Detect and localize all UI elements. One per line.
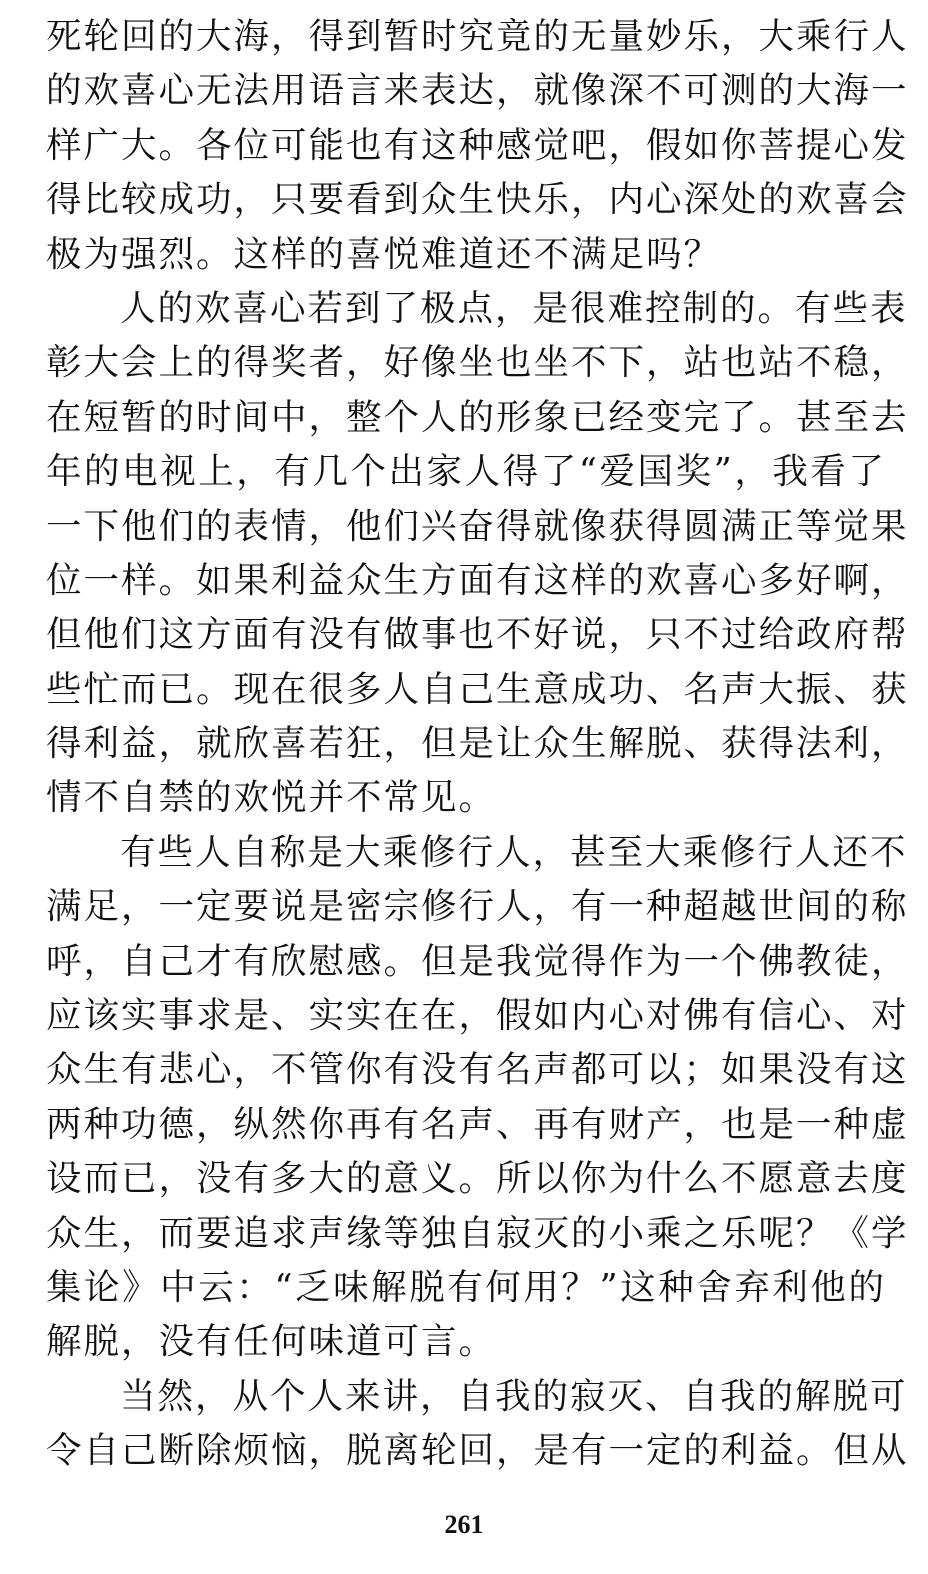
text-line: 令自己断除烦恼，脱离轮回，是有一定的利益。但从 [46,1430,909,1472]
paragraph [46,826,909,1370]
text-line: 极为强烈。这样的喜悦难道还不满足吗？ [46,233,722,275]
text-line: 死轮回的大海，得到暂时究竟的无量妙乐，大乘行人 [46,16,909,57]
text-line: 集论》中云：“乏味解脱有何用？”这种舍弃利他的 [46,1266,886,1308]
paragraph [46,10,909,282]
page-number: 261 [444,1510,484,1539]
text-line: 些忙而已。现在很多人自己生意成功、名声大振、获 [46,668,909,710]
text-line: 的欢喜心无法用语言来表达，就像深不可测的大海一 [46,70,909,112]
text-line: 年的电视上，有几个出家人得了“爱国奖”，我看了 [46,451,886,493]
text-line: 呼，自己才有欣慰感。但是我觉得作为一个佛教徒， [46,940,909,982]
text-line: 得比较成功，只要看到众生快乐，内心深处的欢喜会 [46,179,909,221]
text-line: 众生，而要追求声缘等独自寂灭的小乘之乐呢？《学 [46,1212,909,1254]
paragraph [46,1370,909,1479]
text-line: 设而已，没有多大的意义。所以你为什么不愿意去度 [46,1158,909,1200]
text-line: 位一样。如果利益众生方面有这样的欢喜心多好啊， [46,559,909,601]
text-line: 情不自禁的欢悦并不常见。 [46,777,497,819]
text-line: 众生有悲心，不管你有没有名声都可以；如果没有这 [46,1049,909,1091]
text-line: 得利益，就欣喜若狂，但是让众生解脱、获得法利， [46,723,909,765]
text-line: 应该实事求是、实实在在，假如内心对佛有信心、对 [46,995,909,1037]
text-line: 满足，一定要说是密宗修行人，有一种超越世间的称 [46,886,909,928]
text-line: 有些人自称是大乘修行人，甚至大乘修行人还不 [120,831,908,873]
text-line: 解脱，没有任何味道可言。 [46,1321,497,1363]
text-line: 两种功德，纵然你再有名声、再有财产，也是一种虚 [46,1103,909,1145]
paragraph [46,282,909,826]
text-line: 人的欢喜心若到了极点，是很难控制的。有些表 [120,287,908,329]
text-line: 彰大会上的得奖者，好像坐也坐不下，站也站不稳， [46,342,909,384]
document-body [46,10,909,1479]
text-line: 一下他们的表情，他们兴奋得就像获得圆满正等觉果 [46,505,909,547]
text-line: 在短暂的时间中，整个人的形象已经变完了。甚至去 [46,396,909,438]
text-line: 当然，从个人来讲，自我的寂灭、自我的解脱可 [120,1375,908,1417]
text-line: 样广大。各位可能也有这种感觉吧，假如你菩提心发 [46,124,909,166]
text-line: 但他们这方面有没有做事也不好说，只不过给政府帮 [46,614,909,656]
